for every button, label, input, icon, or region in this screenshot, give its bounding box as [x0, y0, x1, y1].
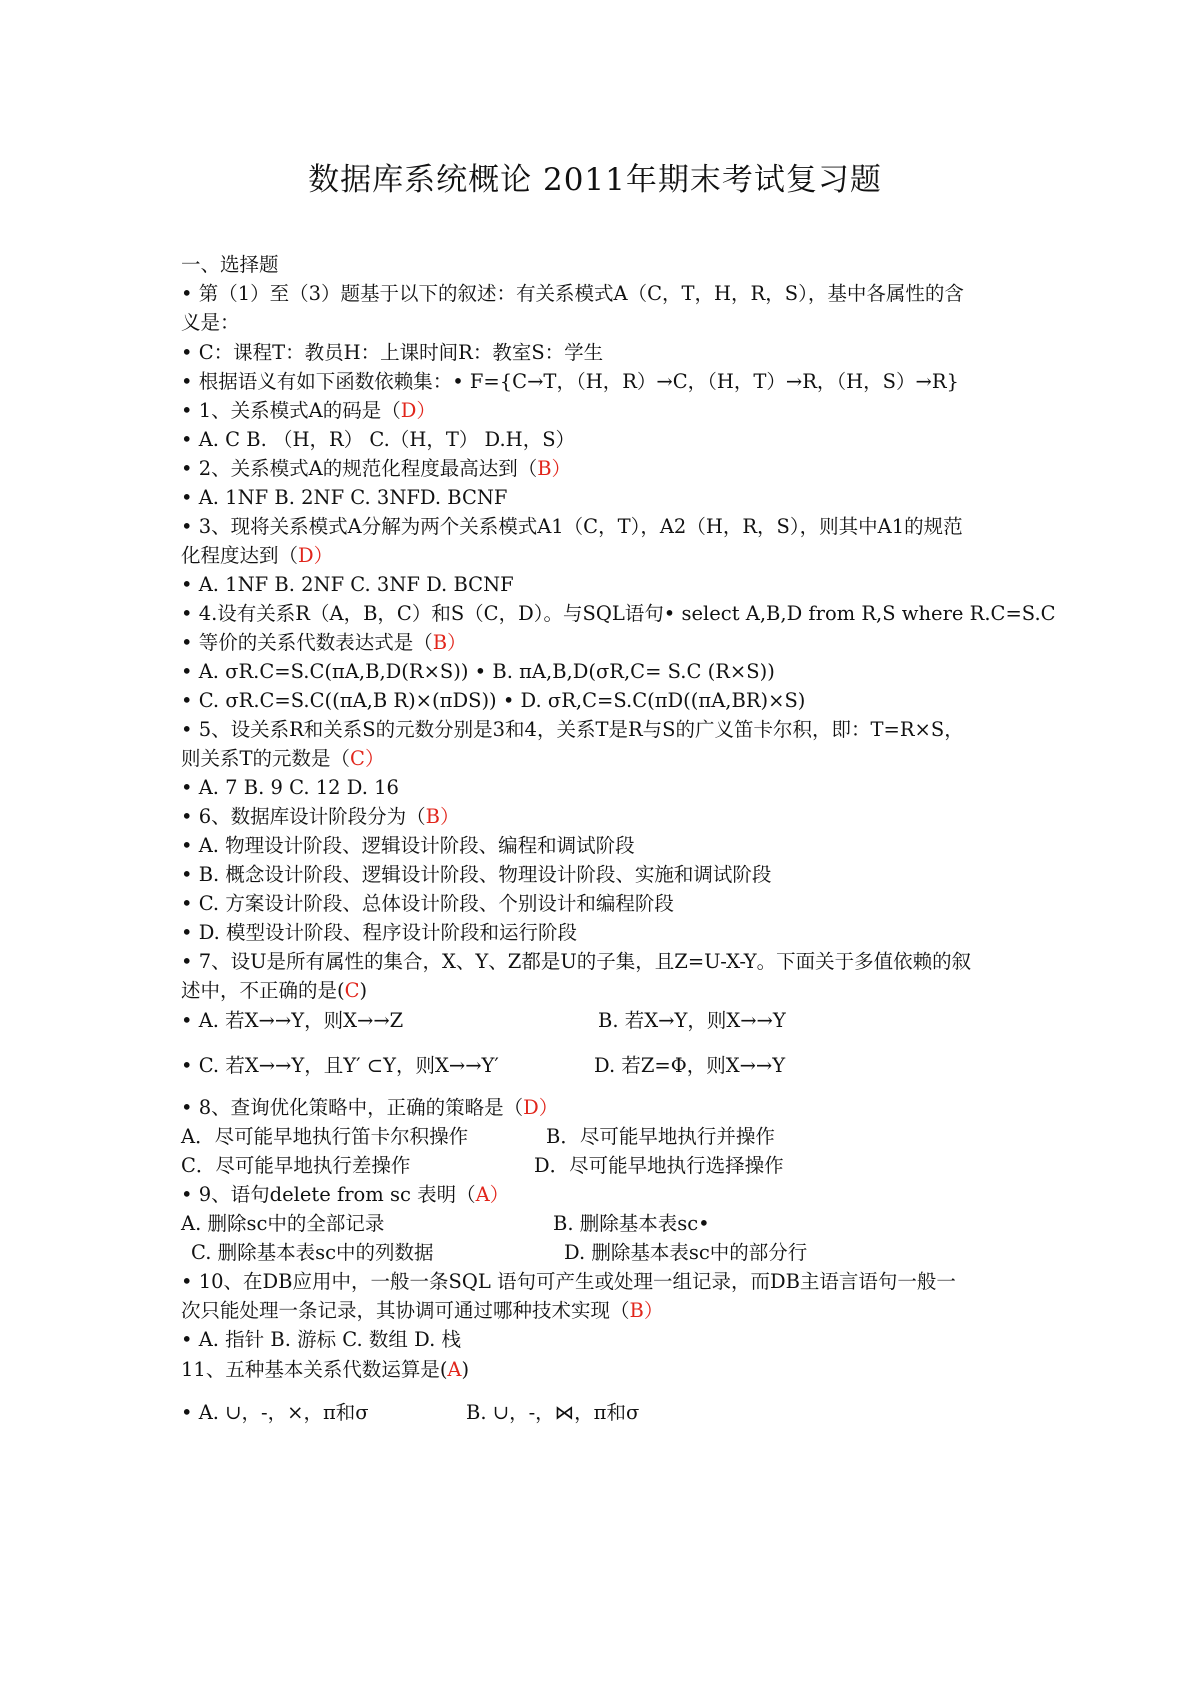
question-7-cont: 述中，不正确的是(C)	[181, 979, 368, 1002]
answer-9: A	[475, 1183, 490, 1206]
question-3-cont: 化程度达到（D）	[181, 544, 334, 567]
question-5-cont: 则关系T的元数是（C）	[181, 747, 385, 770]
section-heading: 一、选择题	[181, 253, 279, 276]
question-1: • 1、关系模式A的码是（D）	[181, 399, 436, 422]
options-1: • A. C B. （H，R） C.（H，T） D.H，S）	[181, 428, 576, 451]
answer-7: C	[344, 979, 360, 1002]
answer-11: A	[447, 1358, 462, 1381]
option-7c: • C. 若X→→Y，且Y′ ⊂Y，则X→→Y′	[181, 1054, 499, 1077]
question-2: • 2、关系模式A的规范化程度最高达到（B）	[181, 457, 572, 480]
option-9d: D. 删除基本表sc中的部分行	[564, 1241, 808, 1264]
options-4-cd: • C. σR.C=S.C((πA,B R)×(πDS)) • D. σR,C=S.C(πD((πA,BR)×S)	[181, 689, 806, 712]
question-11: 11、五种基本关系代数运算是(A)	[181, 1358, 470, 1381]
question-4-cont: • 等价的关系代数表达式是（B）	[181, 631, 467, 654]
answer-5: C	[350, 747, 365, 770]
option-7d: D. 若Z=Φ，则X→→Y	[594, 1054, 786, 1077]
text-line: • 根据语义有如下函数依赖集：• F={C→T，（H，R）→C，（H，T）→R，（H，S）→R}	[181, 370, 959, 393]
options-3: • A. 1NF B. 2NF C. 3NF D. BCNF	[181, 573, 514, 596]
option-6c: • C. 方案设计阶段、总体设计阶段、个别设计和编程阶段	[181, 892, 674, 915]
options-5: • A. 7 B. 9 C. 12 D. 16	[181, 776, 399, 799]
option-7a: • A. 若X→→Y，则X→→Z	[181, 1009, 404, 1032]
option-9c: C. 删除基本表sc中的列数据	[191, 1241, 434, 1264]
option-8c: C．尽可能早地执行差操作	[181, 1154, 411, 1177]
answer-3: D	[298, 544, 314, 567]
question-3: • 3、现将关系模式A分解为两个关系模式A1（C，T），A2（H，R，S），则其中A1的规范	[181, 515, 963, 538]
question-4: • 4.设有关系R（A，B，C）和S（C，D）。与SQL语句• select A,B,D from R,S where R.C=S.C	[181, 602, 1056, 625]
option-7b: B. 若X→Y，则X→→Y	[598, 1009, 786, 1032]
option-6b: • B. 概念设计阶段、逻辑设计阶段、物理设计阶段、实施和调试阶段	[181, 863, 772, 886]
options-4-ab: • A. σR.C=S.C(πA,B,D(R×S)) • B. πA,B,D(σR,C= S.C (R×S))	[181, 660, 775, 683]
option-6d: • D. 模型设计阶段、程序设计阶段和运行阶段	[181, 921, 578, 944]
option-11b: B. ∪，-，⋈，π和σ	[466, 1401, 640, 1424]
answer-6: B	[425, 805, 440, 828]
question-6: • 6、数据库设计阶段分为（B）	[181, 805, 460, 828]
text-line: • C：课程T：教员H：上课时间R：教室S：学生	[181, 341, 604, 364]
options-10: • A. 指针 B. 游标 C. 数组 D. 栈	[181, 1328, 461, 1351]
answer-4: B	[432, 631, 448, 654]
question-7: • 7、设U是所有属性的集合，X、Y、Z都是U的子集，且Z=U-X-Y。下面关于多值依赖的叙	[181, 950, 972, 973]
text-line: • 第（1）至（3）题基于以下的叙述：有关系模式A（C，T，H，R，S），基中各属性的含	[181, 282, 964, 305]
document-title: 数据库系统概论 2011年期末考试复习题	[308, 162, 882, 198]
question-8: • 8、查询优化策略中，正确的策略是（D）	[181, 1096, 559, 1119]
question-10: • 10、在DB应用中，一般一条SQL 语句可产生或处理一组记录，而DB主语言语句一般一	[181, 1270, 956, 1293]
question-9: • 9、语句delete from sc 表明（A）	[181, 1183, 510, 1206]
answer-1: D	[400, 399, 417, 422]
answer-10: B	[629, 1299, 644, 1322]
question-10-cont: 次只能处理一条记录，其协调可通过哪种技术实现（B）	[181, 1299, 664, 1322]
option-11a: • A. ∪，-，×，π和σ	[181, 1401, 369, 1424]
option-9a: A. 删除sc中的全部记录	[181, 1212, 385, 1235]
question-5: • 5、设关系R和关系S的元数分别是3和4，关系T是R与S的广义笛卡尔积，即：T=R×S，	[181, 718, 964, 741]
answer-2: B	[537, 457, 552, 480]
answer-8: D	[523, 1096, 539, 1119]
option-9b: B. 删除基本表sc•	[553, 1212, 710, 1235]
option-8b: B．尽可能早地执行并操作	[546, 1125, 775, 1148]
option-8a: A．尽可能早地执行笛卡尔积操作	[181, 1125, 469, 1148]
option-6a: • A. 物理设计阶段、逻辑设计阶段、编程和调试阶段	[181, 834, 635, 857]
option-8d: D．尽可能早地执行选择操作	[534, 1154, 784, 1177]
text-line: 义是：	[181, 311, 240, 334]
options-2: • A. 1NF B. 2NF C. 3NFD. BCNF	[181, 486, 508, 509]
